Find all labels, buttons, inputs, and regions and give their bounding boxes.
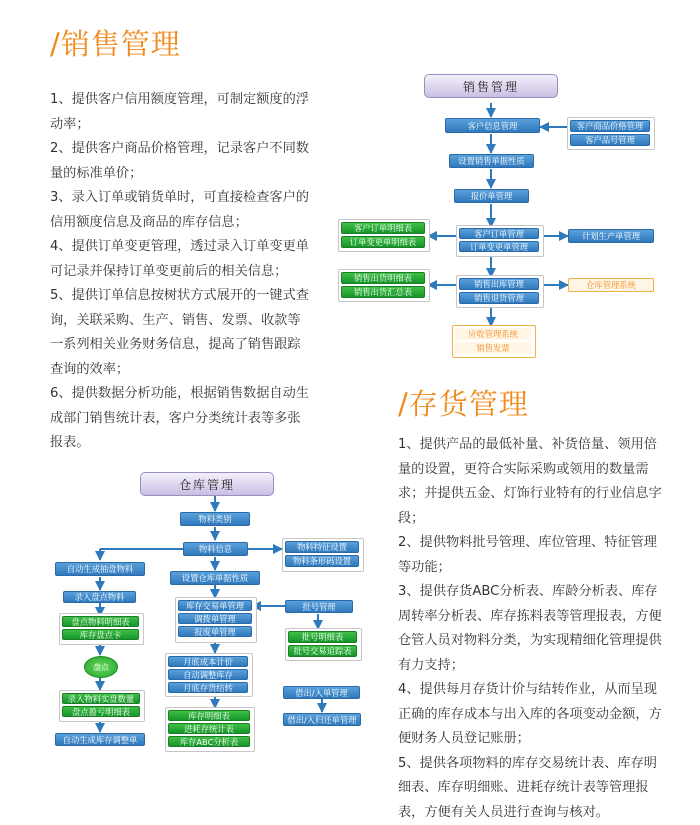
inventory-heading: /存货管理	[398, 382, 529, 423]
node-monthly-cost: 月底成本计价	[168, 656, 248, 667]
node-inv-transaction: 库存交易单管理	[178, 600, 252, 611]
node-sales-ship-detail: 销售出货明细表	[341, 272, 425, 284]
node-customer-part-no: 客户品号管理	[570, 134, 650, 146]
node-batch: 批号管理	[285, 600, 353, 613]
node-scrap: 报废单管理	[178, 626, 252, 637]
node-count-material-detail: 盘点物料明细表	[62, 616, 139, 627]
node-count-diff-detail: 盘点盈亏明细表	[62, 706, 140, 717]
node-customer-info: 客户信息管理	[445, 118, 540, 133]
node-order-detail: 客户订单明细表	[341, 222, 425, 234]
node-transfer: 调拨单管理	[178, 613, 252, 624]
node-customer-price: 客户商品价格管理	[570, 120, 650, 132]
inventory-diagram-title: 仓库管理	[140, 472, 274, 496]
sales-paragraph: 2、提供客户商品价格管理，记录客户不同数量的标准单价；	[50, 137, 312, 186]
node-auto-gen-adjust: 自动生成库存调整单	[55, 733, 145, 746]
node-enter-count-qty: 录入物料实盘数量	[62, 693, 140, 704]
inventory-paragraph: 5、提供各项物料的库存交易统计表、库存明细表、库存明细账、进耗存统计表等管理报表，方便有关人员进行查询与核对。	[398, 752, 663, 825]
node-order-change-detail: 订单变更单明细表	[341, 236, 425, 248]
node-quotation: 报价单管理	[454, 189, 529, 203]
sales-paragraph: 5、提供订单信息按树状方式展开的一键式查询，关联采购、生产、销售、发票、收款等一系列相关业务财务信息，提高了销售跟踪查询的效率；	[50, 284, 312, 382]
node-io-stats: 进耗存统计表	[168, 723, 250, 734]
node-batch-detail: 批号明细表	[288, 631, 357, 643]
node-auto-gen-count: 自动生成抽盘物料	[55, 562, 145, 576]
node-auto-adjust-cost: 自动调整库存	[168, 669, 248, 680]
node-sales-ship-summary: 销售出货汇总表	[341, 286, 425, 298]
node-sales-out: 销售出库管理	[459, 278, 539, 290]
node-abc-analysis: 库存ABC分析表	[168, 736, 250, 747]
inventory-paragraph: 3、提供存货ABC分析表、库龄分析表、库存周转率分析表、库存拣料表等管理报表，方便仓管人员对物料分类，为实现精细化管理提供有力支持；	[398, 580, 663, 678]
node-warehouse-system: 仓库管理系统	[568, 278, 654, 292]
node-sales-return: 销售退货管理	[459, 292, 539, 304]
node-count-circle: 盘点	[84, 656, 118, 678]
node-material-category: 物料类别	[180, 512, 250, 526]
node-sales-invoice: 销售发票	[455, 342, 531, 354]
node-material-feature: 物料特征设置	[285, 541, 359, 553]
sales-paragraph: 4、提供订单变更管理，透过录入订单变更单可记录并保持订单变更前后的相关信息；	[50, 235, 312, 284]
node-material-barcode: 物料条形码设置	[285, 555, 359, 567]
node-inventory-count-card: 库存盘点卡	[62, 629, 139, 640]
node-order-change: 订单变更单管理	[459, 241, 539, 252]
node-sales-data-attr: 设置销售单据性质	[449, 154, 534, 168]
node-material-info: 物料信息	[183, 542, 248, 556]
sales-diagram-title: 销售管理	[424, 74, 558, 98]
node-order-mgmt: 客户订单管理	[459, 228, 539, 239]
sales-heading: /销售管理	[50, 22, 181, 63]
node-lend-borrow: 借出/入单管理	[283, 686, 360, 699]
node-plan-production: 计划生产单管理	[568, 229, 654, 243]
node-inv-detail: 库存明细表	[168, 710, 250, 721]
node-lend-return: 借出/入归还单管理	[283, 713, 361, 726]
node-enter-count-material: 录入盘点物料	[63, 591, 136, 603]
node-ar-system: 应收管理系统	[455, 328, 531, 340]
node-warehouse-doc-attr: 设置仓库单据性质	[170, 571, 260, 585]
sales-paragraph: 6、提供数据分析功能，根据销售数据自动生成部门销售统计表，客户分类统计表等多张报表。	[50, 382, 312, 456]
node-batch-trace: 批号交易追踪表	[288, 645, 357, 657]
inventory-paragraph: 1、提供产品的最低补量、补货倍量、领用倍量的设置，更符合实际采购或领用的数量需求；并提供五金、灯饰行业特有的行业信息字段；	[398, 433, 663, 531]
inventory-paragraph: 2、提供物料批号管理、库位管理、特征管理等功能；	[398, 531, 663, 580]
inventory-paragraph: 4、提供每月存货计价与结转作业，从而呈现正确的库存成本与出入库的各项变动金额，方便财务人员登记账册；	[398, 678, 663, 752]
node-monthly-close: 月底存货结转	[168, 682, 248, 693]
sales-paragraph: 1、提供客户信用额度管理，可制定额度的浮动率；	[50, 88, 312, 137]
sales-paragraph: 3、录入订单或销货单时，可直接检查客户的信用额度信息及商品的库存信息；	[50, 186, 312, 235]
